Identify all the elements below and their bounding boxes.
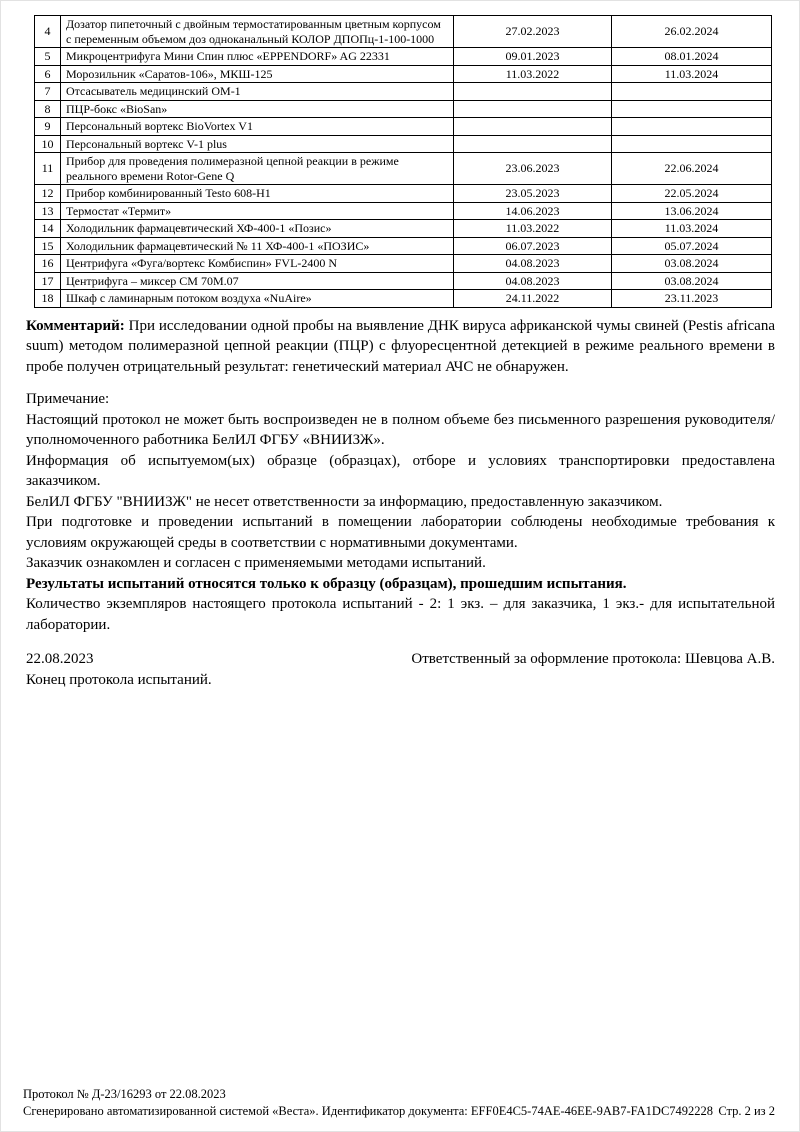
row-number-cell: 18 — [35, 290, 61, 308]
verification-expiry-cell — [612, 135, 772, 153]
row-number-cell: 11 — [35, 153, 61, 185]
signoff-responsible: Ответственный за оформление протокола: Шевцова А.В. — [411, 651, 775, 667]
table-row — [35, 185, 772, 203]
note-line: При подготовке и проведении испытаний в помещении лаборатории соблюдены необходимые требования к условиям окружающей среды в соответствии с нормативными документами. — [26, 514, 775, 551]
comment-paragraph — [26, 316, 775, 378]
note-line: БелИЛ ФГБУ "ВНИИЗЖ" не несет ответственности за информацию, предоставленную заказчиком. — [26, 493, 663, 510]
notes-lines — [26, 410, 775, 636]
table-row — [35, 237, 772, 255]
document-body — [26, 316, 775, 691]
equipment-name-cell: Холодильник фармацевтический ХФ-400-1 «Позис» — [61, 220, 454, 238]
equipment-name-cell: Центрифуга «Фуга/вортекс Комбиспин» FVL-2400 N — [61, 255, 454, 273]
verification-expiry-cell: 03.08.2024 — [612, 255, 772, 273]
signoff-date: 22.08.2023 — [26, 651, 94, 667]
comment-text: При исследовании одной пробы на выявление ДНК вируса африканской чумы свиней (Pestis africana suum) методом полимеразной цепной реакции (ПЦР) с флуоресцентной детекцией в режиме реального времени в пробе получен отрицательный результат: генетический материал АЧС не обнаружен. — [26, 317, 775, 375]
row-number-cell: 10 — [35, 135, 61, 153]
note-line: Настоящий протокол не может быть воспроизведен не в полном объеме без письменного разрешения руководителя/уполномоченного работника БелИЛ ФГБУ «ВНИИЗЖ». — [26, 411, 775, 448]
verification-date-cell: 09.01.2023 — [454, 48, 612, 66]
verification-expiry-cell: 23.11.2023 — [612, 290, 772, 308]
verification-date-cell: 24.11.2022 — [454, 290, 612, 308]
note-line: Заказчик ознакомлен и согласен с применяемыми методами испытаний. — [26, 555, 486, 571]
note-line: Количество экземпляров настоящего протокола испытаний - 2: 1 экз. – для заказчика, 1 экз.- для испытательной лаборатории. — [26, 596, 775, 633]
row-number-cell: 6 — [35, 65, 61, 83]
note-line: Результаты испытаний относятся только к образцу (образцам), прошедшим испытания. — [26, 575, 627, 592]
verification-expiry-cell — [612, 118, 772, 136]
table-row — [35, 153, 772, 185]
table-row — [35, 135, 772, 153]
equipment-name-cell: Морозильник «Саратов-106», МКШ-125 — [61, 65, 454, 83]
table-row — [35, 290, 772, 308]
verification-date-cell: 23.05.2023 — [454, 185, 612, 203]
verification-date-cell: 11.03.2022 — [454, 220, 612, 238]
verification-date-cell: 14.06.2023 — [454, 202, 612, 220]
verification-expiry-cell: 05.07.2024 — [612, 237, 772, 255]
equipment-name-cell: Персональный вортекс BioVortex V1 — [61, 118, 454, 136]
equipment-name-cell: Прибор для проведения полимеразной цепной реакции в режиме реального времени Rotor-Gene Q — [61, 153, 454, 185]
verification-expiry-cell: 22.05.2024 — [612, 185, 772, 203]
row-number-cell: 12 — [35, 185, 61, 203]
row-number-cell: 5 — [35, 48, 61, 66]
verification-expiry-cell: 08.01.2024 — [612, 48, 772, 66]
table-row — [35, 220, 772, 238]
equipment-name-cell: Холодильник фармацевтический № 11 ХФ-400-1 «ПОЗИС» — [61, 237, 454, 255]
row-number-cell: 9 — [35, 118, 61, 136]
equipment-name-cell: Центрифуга – миксер СМ 70М.07 — [61, 272, 454, 290]
table-row — [35, 48, 772, 66]
table-row — [35, 16, 772, 48]
verification-expiry-cell — [612, 83, 772, 101]
verification-date-cell: 04.08.2023 — [454, 255, 612, 273]
equipment-name-cell: ПЦР-бокс «BioSan» — [61, 100, 454, 118]
table-row — [35, 118, 772, 136]
footer-protocol-number: Протокол № Д-23/16293 от 22.08.2023 — [23, 1087, 226, 1101]
verification-date-cell: 27.02.2023 — [454, 16, 612, 48]
note-line: Информация об испытуемом(ых) образце (образцах), отборе и условиях транспортировки предоставлена заказчиком. — [26, 452, 775, 489]
row-number-cell: 4 — [35, 16, 61, 48]
verification-expiry-cell — [612, 100, 772, 118]
page-footer — [23, 1086, 775, 1120]
verification-date-cell — [454, 100, 612, 118]
verification-date-cell: 11.03.2022 — [454, 65, 612, 83]
end-of-protocol: Конец протокола испытаний. — [26, 671, 212, 688]
signoff-row — [26, 649, 775, 670]
equipment-name-cell: Термостат «Термит» — [61, 202, 454, 220]
footer-document-id: Сгенерировано автоматизированной системой «Веста». Идентификатор документа: EFF0E4C5-74AE-46EE-9AB7-FA1DC7492228 — [23, 1104, 714, 1118]
row-number-cell: 17 — [35, 272, 61, 290]
equipment-table-body — [35, 16, 772, 308]
equipment-table — [34, 15, 772, 308]
comment-label: Комментарий: — [26, 317, 125, 334]
verification-expiry-cell: 13.06.2024 — [612, 202, 772, 220]
equipment-name-cell: Шкаф с ламинарным потоком воздуха «NuAire» — [61, 290, 454, 308]
verification-expiry-cell: 11.03.2024 — [612, 220, 772, 238]
equipment-name-cell: Отсасыватель медицинский ОМ-1 — [61, 83, 454, 101]
notes-title: Примечание: — [26, 391, 110, 407]
row-number-cell: 13 — [35, 202, 61, 220]
verification-date-cell — [454, 118, 612, 136]
row-number-cell: 15 — [35, 237, 61, 255]
row-number-cell: 8 — [35, 100, 61, 118]
equipment-name-cell: Персональный вортекс V-1 plus — [61, 135, 454, 153]
verification-date-cell: 06.07.2023 — [454, 237, 612, 255]
verification-expiry-cell: 11.03.2024 — [612, 65, 772, 83]
equipment-name-cell: Прибор комбинированный Testo 608-Н1 — [61, 185, 454, 203]
table-row — [35, 100, 772, 118]
equipment-name-cell: Микроцентрифуга Мини Спин плюс «EPPENDORF» AG 22331 — [61, 48, 454, 66]
verification-expiry-cell: 03.08.2024 — [612, 272, 772, 290]
table-row — [35, 83, 772, 101]
verification-date-cell — [454, 135, 612, 153]
table-row — [35, 255, 772, 273]
equipment-name-cell: Дозатор пипеточный с двойным термостатированным цветным корпусом с переменным объемом доз одноканальный КОЛОР ДПОПц-1-100-1000 — [61, 16, 454, 48]
row-number-cell: 7 — [35, 83, 61, 101]
footer-generated-row — [23, 1103, 775, 1120]
verification-date-cell — [454, 83, 612, 101]
verification-expiry-cell: 26.02.2024 — [612, 16, 772, 48]
table-row — [35, 202, 772, 220]
row-number-cell: 14 — [35, 220, 61, 238]
verification-expiry-cell: 22.06.2024 — [612, 153, 772, 185]
table-row — [35, 272, 772, 290]
page-indicator: Стр. 2 из 2 — [718, 1104, 775, 1118]
row-number-cell: 16 — [35, 255, 61, 273]
verification-date-cell: 23.06.2023 — [454, 153, 612, 185]
verification-date-cell: 04.08.2023 — [454, 272, 612, 290]
table-row — [35, 65, 772, 83]
